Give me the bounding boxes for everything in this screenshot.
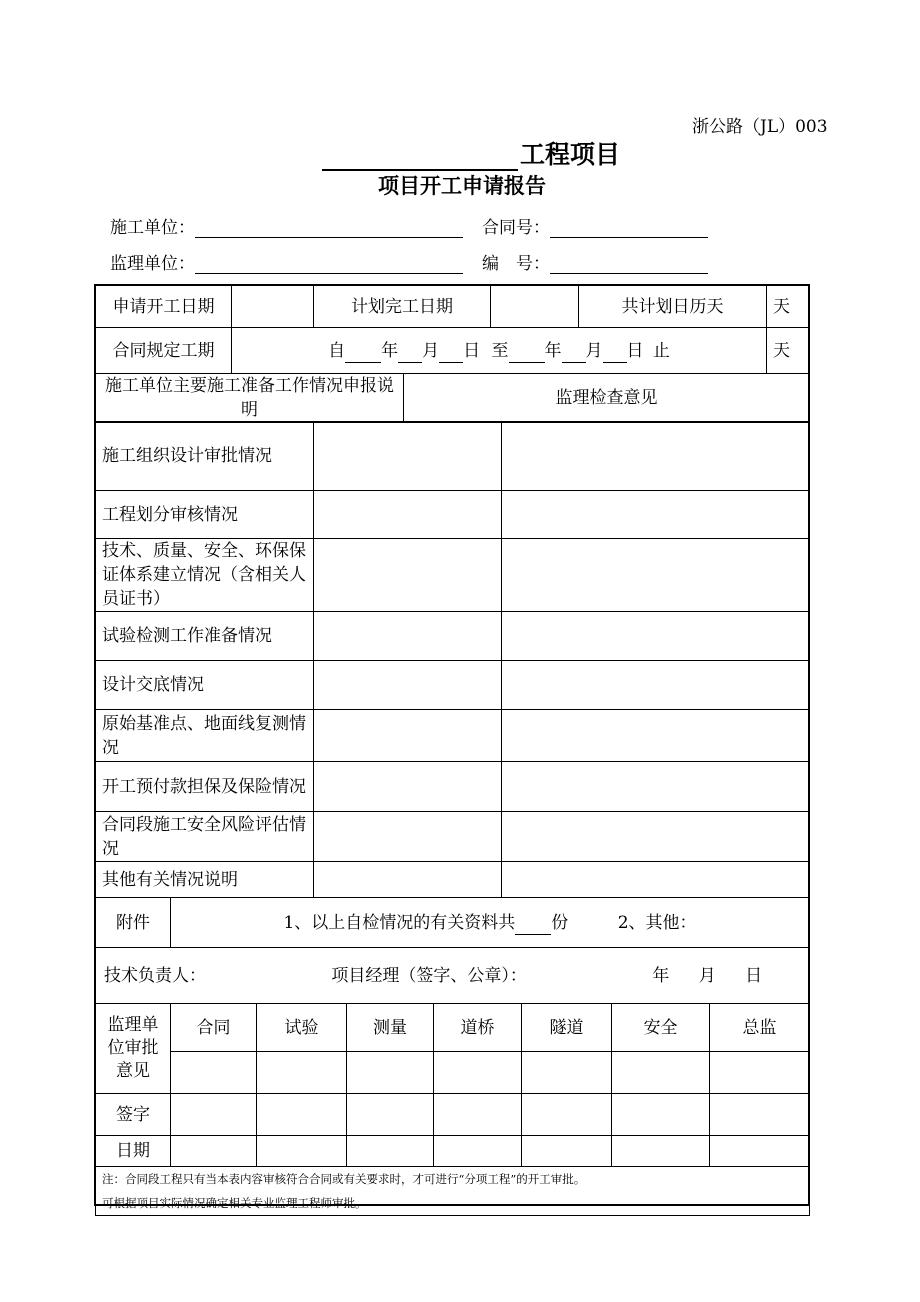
attachment-row xyxy=(96,898,810,948)
to-year-label: 年 xyxy=(544,340,562,361)
sign-day: 日 xyxy=(745,965,763,986)
day-unit: 天 xyxy=(773,296,790,317)
from-month-label: 月 xyxy=(422,340,440,361)
contract-no-field xyxy=(482,213,708,238)
contractor-input[interactable] xyxy=(195,219,463,238)
date-cell[interactable] xyxy=(257,1136,347,1167)
section-row xyxy=(96,812,810,862)
section-item-opinion[interactable] xyxy=(502,539,810,612)
approval-cell[interactable] xyxy=(612,1052,710,1094)
right-header: 监理检查意见 xyxy=(404,374,810,423)
section-row xyxy=(96,422,810,491)
section-item-value[interactable] xyxy=(314,491,502,539)
sign-cell[interactable] xyxy=(612,1094,710,1136)
sign-cell[interactable] xyxy=(347,1094,434,1136)
approval-cell[interactable] xyxy=(434,1052,522,1094)
section-row xyxy=(96,862,810,898)
to-day-blank[interactable] xyxy=(603,344,627,363)
to-month-blank[interactable] xyxy=(562,344,586,363)
attachment-content xyxy=(171,898,810,948)
serial-field xyxy=(482,249,708,274)
section-item-value[interactable] xyxy=(314,812,502,862)
section-item-value[interactable] xyxy=(314,612,502,661)
section-item-label: 原始基准点、地面线复测情况 xyxy=(96,710,314,762)
sign-year: 年 xyxy=(652,965,670,986)
title-suffix: 工程项目 xyxy=(520,140,621,169)
approval-col-header: 合同 xyxy=(171,1004,257,1052)
from-month-blank[interactable] xyxy=(398,344,422,363)
sign-cell[interactable] xyxy=(171,1094,257,1136)
section-row xyxy=(96,762,810,812)
day-unit-2: 天 xyxy=(773,340,790,361)
section-item-label: 其他有关情况说明 xyxy=(96,862,314,898)
section-row xyxy=(96,539,810,612)
approval-row-label: 监理单位审批意见 xyxy=(96,1004,171,1094)
from-day-blank[interactable] xyxy=(439,344,463,363)
approval-col-header: 总监 xyxy=(710,1004,810,1052)
attachment-table xyxy=(95,897,810,1004)
section-item-opinion[interactable] xyxy=(502,661,810,710)
contract-period-label: 合同规定工期 xyxy=(96,328,232,374)
total-days-value[interactable] xyxy=(767,286,810,328)
notes-cell xyxy=(96,1167,810,1216)
signoff-row xyxy=(96,948,810,1004)
note-line-1: 注：合同段工程只有当本表内容审核符合合同或有关要求时，才可进行“分项工程”的开工审批。 xyxy=(102,1172,586,1186)
project-title xyxy=(322,135,620,171)
sign-month: 月 xyxy=(698,965,716,986)
to-month-label: 月 xyxy=(585,340,603,361)
signoff-cell xyxy=(96,948,810,1004)
approval-cell[interactable] xyxy=(522,1052,612,1094)
section-row xyxy=(96,661,810,710)
contract-no-input[interactable] xyxy=(550,219,708,238)
section-row xyxy=(96,612,810,661)
section-item-label: 试验检测工作准备情况 xyxy=(96,612,314,661)
approval-opinion-row xyxy=(96,1052,810,1094)
dates-row xyxy=(96,286,810,328)
section-item-opinion[interactable] xyxy=(502,862,810,898)
from-label: 自 xyxy=(328,340,346,361)
approval-sign-row xyxy=(96,1094,810,1136)
approval-cell[interactable] xyxy=(257,1052,347,1094)
contract-no-label: 合同号： xyxy=(482,218,550,238)
until-label: 止 xyxy=(652,340,670,361)
contractor-field xyxy=(110,213,463,238)
approval-col-header: 安全 xyxy=(612,1004,710,1052)
section-item-opinion[interactable] xyxy=(502,812,810,862)
date-cell[interactable] xyxy=(612,1136,710,1167)
pm-label: 项目经理（签字、公章）： xyxy=(331,965,527,986)
sign-label: 签字 xyxy=(96,1094,171,1136)
from-day-label: 日 xyxy=(463,340,481,361)
approval-table xyxy=(95,1003,810,1216)
contract-days-value[interactable] xyxy=(767,328,810,374)
apply-start-value[interactable] xyxy=(232,286,314,328)
approval-header-row xyxy=(96,1004,810,1052)
date-cell[interactable] xyxy=(347,1136,434,1167)
from-year-blank[interactable] xyxy=(345,344,381,363)
attachment-unit: 份 xyxy=(551,912,569,933)
approval-col-header: 测量 xyxy=(347,1004,434,1052)
sections-table xyxy=(95,421,810,898)
section-item-label: 合同段施工安全风险评估情况 xyxy=(96,812,314,862)
section-row xyxy=(96,710,810,762)
section-item-label: 施工组织设计审批情况 xyxy=(96,422,314,491)
form-code: 浙公路（JL）003 xyxy=(692,117,828,137)
approval-col-header: 隧道 xyxy=(522,1004,612,1052)
contractor-label: 施工单位： xyxy=(110,218,195,238)
approval-date-row xyxy=(96,1136,810,1167)
apply-start-label: 申请开工日期 xyxy=(96,286,232,328)
date-label: 日期 xyxy=(96,1136,171,1167)
plan-finish-label: 计划完工日期 xyxy=(314,286,491,328)
contract-period-range[interactable] xyxy=(232,328,767,374)
approval-cell[interactable] xyxy=(347,1052,434,1094)
section-item-label: 工程划分审核情况 xyxy=(96,491,314,539)
note-line-2: 可根据项目实际情况确定相关专业监理工程师审批。 xyxy=(102,1196,367,1210)
to-label: 至 xyxy=(491,340,509,361)
approval-col-header: 道桥 xyxy=(434,1004,522,1052)
section-item-opinion[interactable] xyxy=(502,612,810,661)
application-form-table xyxy=(95,285,810,423)
notes-row xyxy=(96,1167,810,1216)
sign-cell[interactable] xyxy=(257,1094,347,1136)
from-year-label: 年 xyxy=(381,340,399,361)
section-item-opinion[interactable] xyxy=(502,710,810,762)
approval-cell[interactable] xyxy=(710,1052,810,1094)
section-item-label: 技术、质量、安全、环保保证体系建立情况（含相关人员证书） xyxy=(96,539,314,612)
section-item-opinion[interactable] xyxy=(502,422,810,491)
supervisor-field xyxy=(110,249,463,274)
approval-col-header: 试验 xyxy=(257,1004,347,1052)
section-row xyxy=(96,491,810,539)
left-header: 施工单位主要施工准备工作情况申报说明 xyxy=(96,374,404,423)
section-item-value[interactable] xyxy=(314,422,502,491)
date-cell[interactable] xyxy=(171,1136,257,1167)
serial-label: 编 号： xyxy=(482,254,550,274)
approval-cell[interactable] xyxy=(171,1052,257,1094)
date-cell[interactable] xyxy=(522,1136,612,1167)
section-item-label: 开工预付款担保及保险情况 xyxy=(96,762,314,812)
to-day-label: 日 xyxy=(626,340,644,361)
to-year-blank[interactable] xyxy=(509,344,545,363)
sign-cell[interactable] xyxy=(522,1094,612,1136)
attachment-label: 附件 xyxy=(96,898,171,948)
sign-cell[interactable] xyxy=(434,1094,522,1136)
section-item-value[interactable] xyxy=(314,661,502,710)
page-title: 项目开工申请报告 xyxy=(378,174,546,198)
project-name-blank[interactable] xyxy=(322,145,518,171)
section-item-value[interactable] xyxy=(314,710,502,762)
supervisor-label: 监理单位： xyxy=(110,254,195,274)
sign-cell[interactable] xyxy=(710,1094,810,1136)
section-item-value[interactable] xyxy=(314,862,502,898)
attachment-text: 1、以上自检情况的有关资料共 xyxy=(283,912,516,933)
date-cell[interactable] xyxy=(434,1136,522,1167)
section-item-value[interactable] xyxy=(314,762,502,812)
attachment-count-blank[interactable] xyxy=(515,916,551,935)
date-cell[interactable] xyxy=(710,1136,810,1167)
supervisor-input[interactable] xyxy=(195,255,463,274)
section-item-label: 设计交底情况 xyxy=(96,661,314,710)
section-item-opinion[interactable] xyxy=(502,762,810,812)
section-item-opinion[interactable] xyxy=(502,491,810,539)
sections-header-row xyxy=(96,374,810,423)
tech-lead-label: 技术负责人： xyxy=(104,965,206,986)
contract-period-row xyxy=(96,328,810,374)
section-item-value[interactable] xyxy=(314,539,502,612)
total-days-label: 共计划日历天 xyxy=(579,286,767,328)
serial-input[interactable] xyxy=(550,255,708,274)
plan-finish-value[interactable] xyxy=(491,286,579,328)
attachment-other: 2、其他： xyxy=(617,912,697,933)
